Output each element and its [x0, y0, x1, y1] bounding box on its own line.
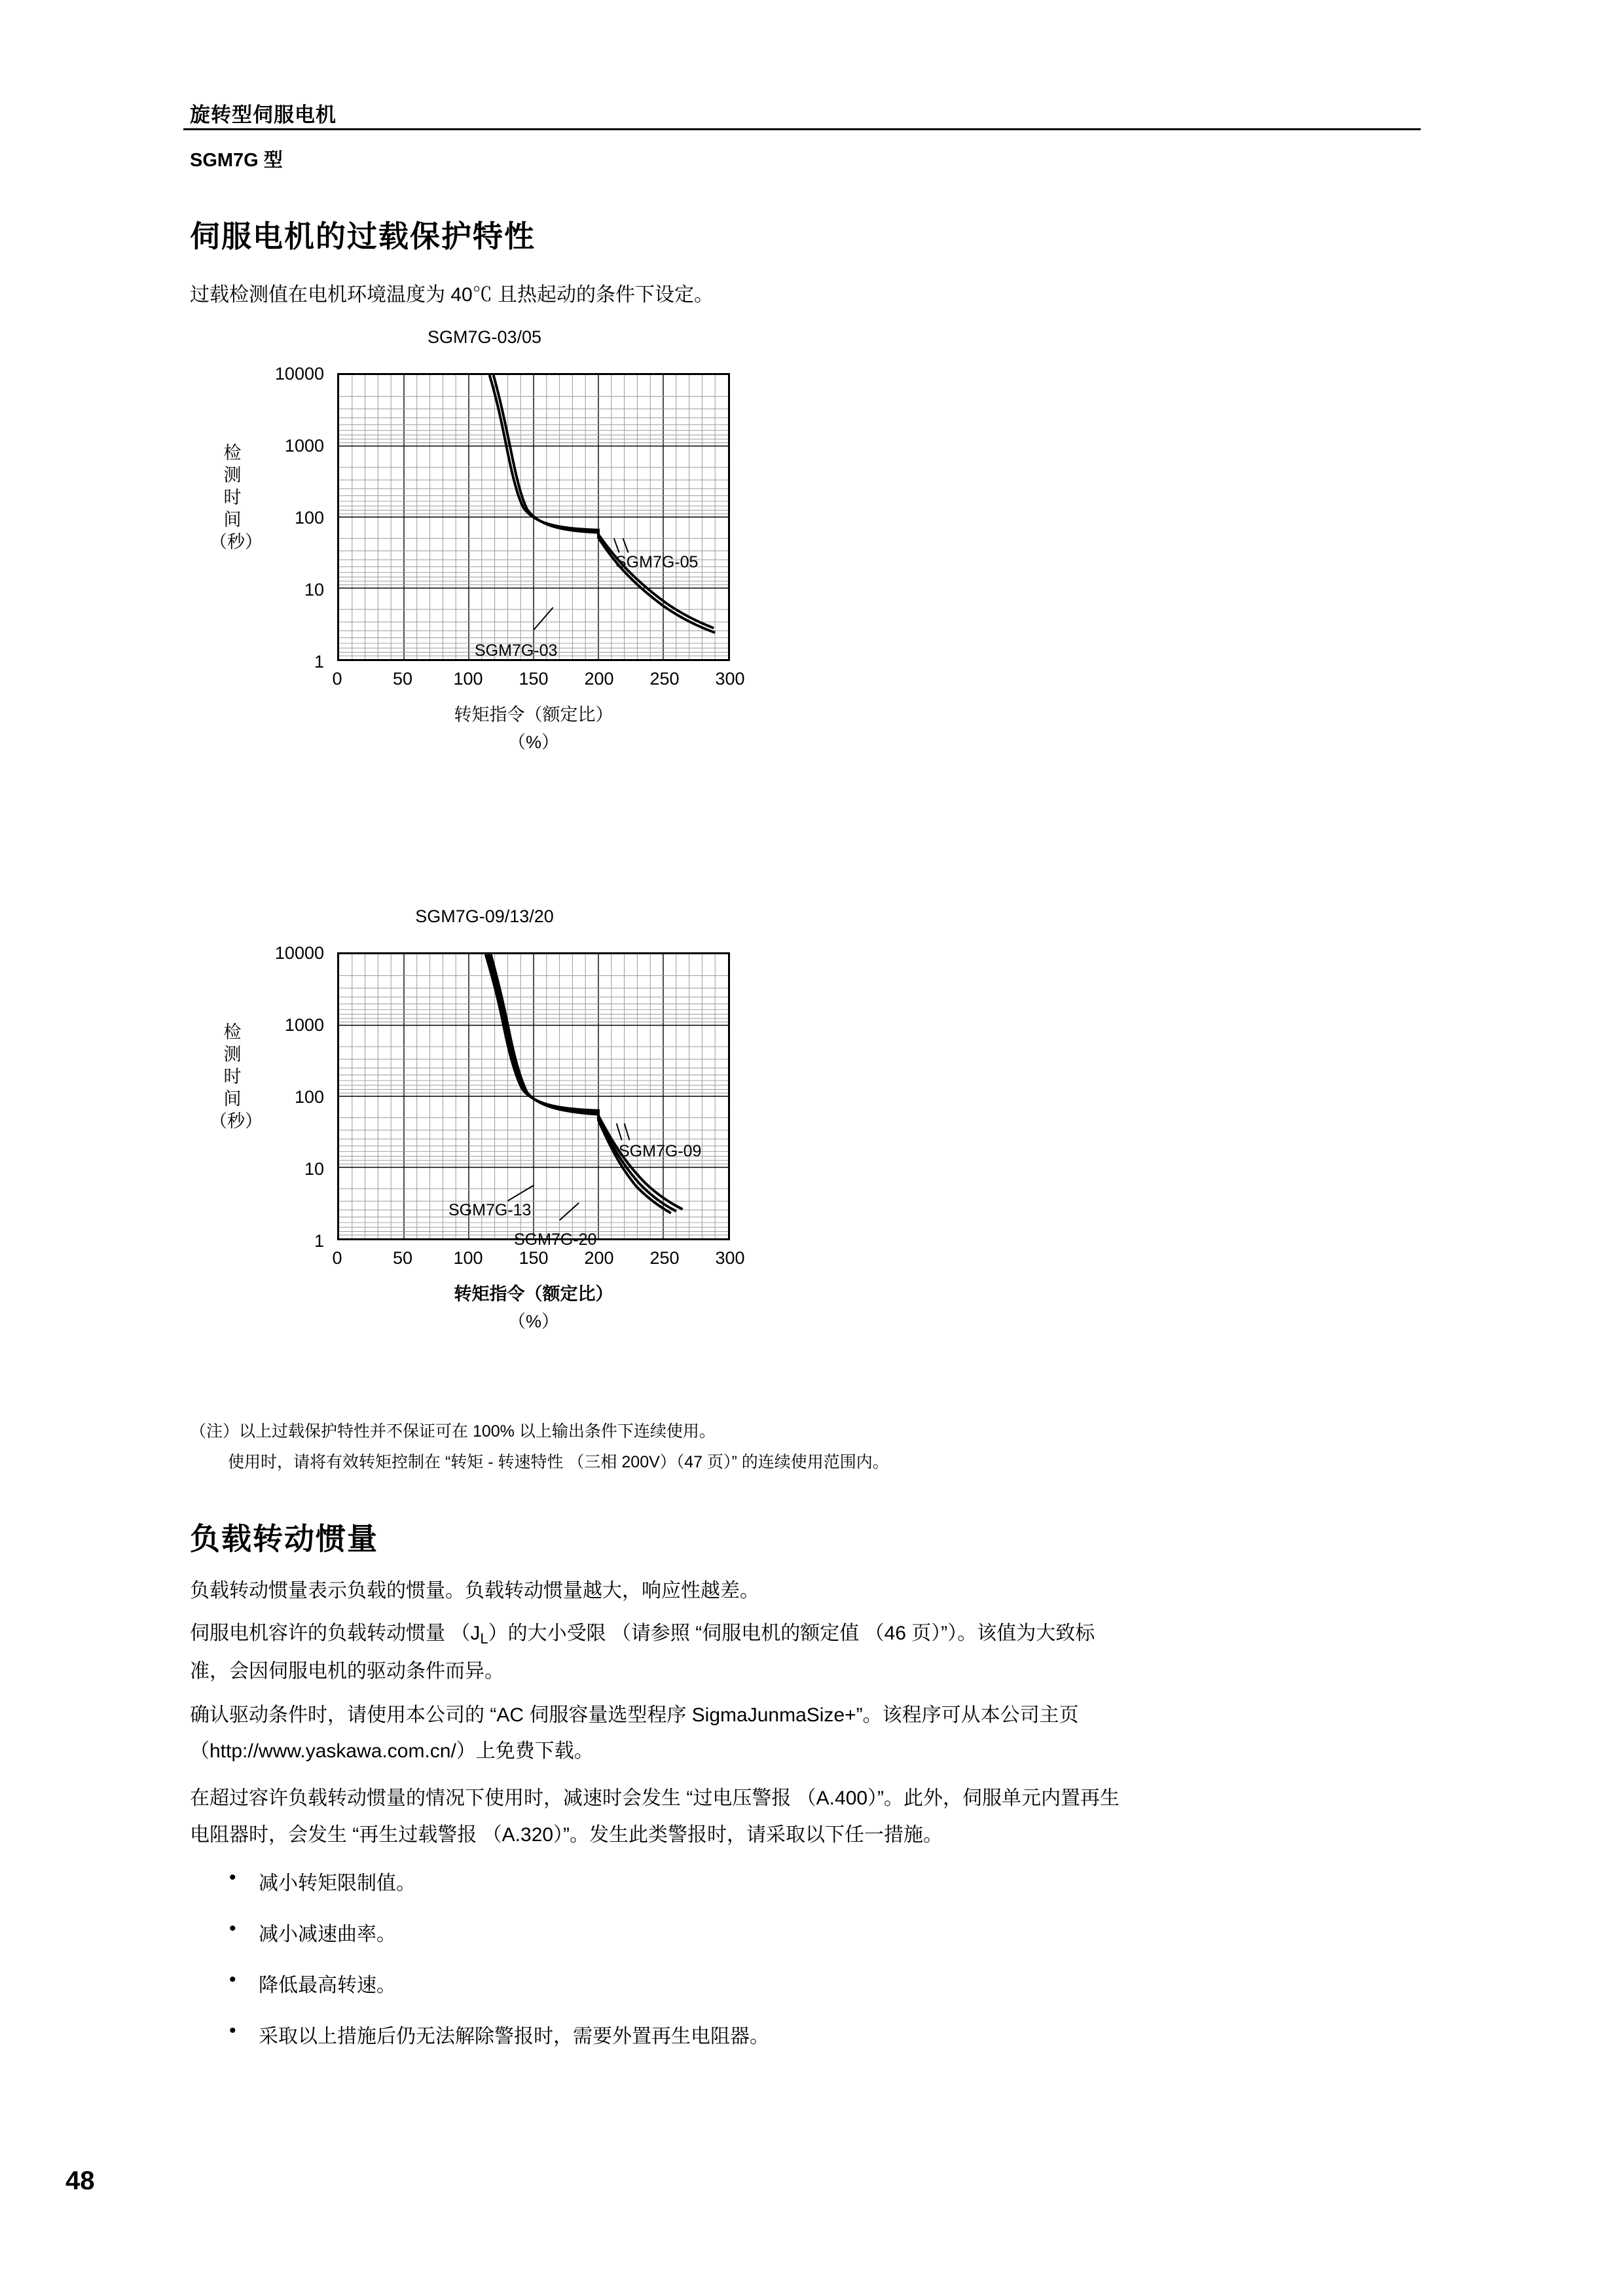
chart-2-title: SGM7G-09/13/20: [415, 906, 554, 926]
overload-intro-text: 过载检测值在电机环境温度为 40℃ 且热起动的条件下设定。: [190, 284, 714, 306]
chart-1-xtick-300: 300: [715, 669, 745, 689]
inertia-paragraph-2-line1: [190, 1617, 1401, 1656]
inertia-p2-a: 伺服电机容许的负载转动惯量 （J: [190, 1623, 481, 1644]
chart-1-xtick-50: 50: [392, 669, 413, 689]
chart-2-annot-sgm7g-09: SGM7G-09: [619, 1142, 702, 1160]
chart-2-leader-09b: [625, 1123, 630, 1140]
chart-2-ylabel-char-0: 检: [223, 1022, 242, 1042]
chart-2-xtick-50: 50: [392, 1248, 413, 1268]
inertia-paragraph-4-line2: 电阻器时，会发生 “再生过载警报 （A.320）”。发生此类警报时，请采取以下任一措施。: [190, 1824, 943, 1846]
chart-1-xtick-150: 150: [519, 669, 549, 689]
chart-2-curve-sgm7g-09: [486, 954, 683, 1210]
chart-1-curve-sgm7g-03: [494, 375, 716, 633]
chart-2-xtick-100: 100: [453, 1248, 483, 1268]
chart-1-leader-05b: [623, 539, 629, 553]
header-title: 旋转型伺服电机: [190, 103, 337, 126]
chart-1-annot-sgm7g-05: SGM7G-05: [615, 553, 699, 571]
chart-1-xtick-0: 0: [332, 669, 342, 689]
chart-2-ylabel: [210, 1021, 263, 1132]
chart-1-ylabel-char-4: （秒）: [210, 532, 263, 552]
section-title-inertia: 负载转动惯量: [190, 1522, 378, 1556]
chart-2-curve-sgm7g-13: [488, 954, 676, 1211]
chart-2-curve-sgm7g-20: [491, 954, 671, 1213]
chart-1-annot-sgm7g-03: SGM7G-03: [475, 641, 558, 660]
chart-1-plot-area: [337, 373, 730, 661]
chart-1-xtick-250: 250: [649, 669, 680, 689]
chart-2-xlabel: 转矩指令（额定比）: [454, 1284, 613, 1304]
chart-2-xtick-250: 250: [649, 1248, 680, 1268]
bullet-marker-3: •: [229, 1969, 236, 1990]
chart-1-ytick-10000: 10000: [274, 364, 324, 384]
chart-1-svg: [339, 375, 728, 659]
chart-2-ylabel-char-2: 时: [223, 1067, 242, 1086]
chart-2-plot-area: [337, 952, 730, 1240]
bullet-marker-2: •: [229, 1918, 236, 1939]
chart-2-xtick-150: 150: [519, 1248, 549, 1268]
chart-1-xlabel-unit: （%）: [507, 732, 559, 752]
chart-2-ytick-10: 10: [304, 1159, 324, 1179]
chart-1: [210, 327, 871, 785]
chart-2-svg: [339, 954, 728, 1238]
chart-2-annot-sgm7g-20: SGM7G-20: [514, 1230, 597, 1249]
chart-1-title: SGM7G-03/05: [427, 327, 542, 347]
chart-1-ylabel-char-2: 时: [223, 488, 242, 507]
inertia-p2-subscript: L: [480, 1630, 488, 1647]
bullet-marker-1: •: [229, 1867, 236, 1888]
chart-2-leader-09: [617, 1123, 622, 1140]
inertia-paragraph-3-line2: （http://www.yaskawa.com.cn/）上免费下载。: [190, 1740, 594, 1762]
chart-2-ylabel-char-1: 测: [223, 1045, 242, 1064]
chart-2-leader-20: [560, 1203, 579, 1221]
chart-1-ylabel-char-3: 间: [223, 510, 242, 529]
inertia-paragraph-1: 负载转动惯量表示负载的惯量。负载转动惯量越大，响应性越差。: [190, 1580, 759, 1602]
section-title-overload: 伺服电机的过载保护特性: [190, 219, 536, 253]
chart-2-ylabel-char-3: 间: [223, 1089, 242, 1109]
chart-1-xtick-100: 100: [453, 669, 483, 689]
inertia-paragraph-2-line2: 准，会因伺服电机的驱动条件而异。: [190, 1660, 504, 1682]
bullet-item-1: 减小转矩限制值。: [259, 1873, 416, 1894]
chart-1-ytick-10: 10: [304, 580, 324, 600]
bullet-marker-4: •: [229, 2020, 236, 2041]
chart-1-leader-05: [614, 539, 619, 553]
overload-note-2: 使用时，请将有效转矩控制在 “转矩 - 转速特性 （三相 200V）（47 页）” 的连续使用范围内。: [228, 1453, 889, 1471]
chart-2-ytick-100: 100: [294, 1087, 324, 1107]
bullet-item-4: 采取以上措施后仍无法解除警报时，需要外置再生电阻器。: [259, 2026, 769, 2047]
header: [190, 98, 1421, 128]
chart-2: [210, 906, 871, 1378]
header-subtitle: SGM7G 型: [190, 150, 283, 171]
chart-2-ytick-10000: 10000: [274, 943, 324, 963]
chart-1-ytick-1000: 1000: [284, 436, 324, 456]
inertia-paragraph-4-line1: 在超过容许负载转动惯量的情况下使用时，减速时会发生 “过电压警报 （A.400）”。此外，伺服单元内置再生: [190, 1787, 1120, 1809]
chart-2-annot-sgm7g-13: SGM7G-13: [448, 1201, 532, 1219]
chart-2-xtick-200: 200: [584, 1248, 614, 1268]
header-rule: [183, 128, 1421, 130]
chart-1-ylabel-char-1: 测: [223, 465, 242, 485]
inertia-paragraph-3-line1: 确认驱动条件时，请使用本公司的 “AC 伺服容量选型程序 SigmaJunmaSize+”。该程序可从本公司主页: [190, 1704, 1079, 1726]
overload-note-1: （注）以上过载保护特性并不保证可在 100% 以上输出条件下连续使用。: [190, 1422, 716, 1441]
inertia-p2-b: ）的大小受限 （请参照 “伺服电机的额定值 （46 页）”）。该值为大致标: [488, 1623, 1095, 1644]
bullet-item-3: 降低最高转速。: [259, 1975, 396, 1996]
bullet-item-2: 减小减速曲率。: [259, 1924, 396, 1945]
chart-2-xlabel-unit: （%）: [507, 1312, 559, 1331]
chart-1-ylabel-char-0: 检: [223, 443, 242, 463]
chart-2-ytick-1000: 1000: [284, 1015, 324, 1035]
chart-1-ytick-100: 100: [294, 508, 324, 528]
chart-2-xtick-0: 0: [332, 1248, 342, 1268]
chart-1-ytick-1: 1: [314, 652, 324, 672]
page-number: 48: [65, 2166, 95, 2195]
chart-1-ylabel: [210, 442, 263, 553]
chart-1-leader-03: [534, 607, 553, 630]
chart-2-ytick-1: 1: [314, 1231, 324, 1251]
chart-1-xlabel: 转矩指令（额定比）: [454, 705, 613, 725]
chart-2-xtick-300: 300: [715, 1248, 745, 1268]
chart-1-xtick-200: 200: [584, 669, 614, 689]
chart-2-ylabel-char-4: （秒）: [210, 1111, 263, 1131]
